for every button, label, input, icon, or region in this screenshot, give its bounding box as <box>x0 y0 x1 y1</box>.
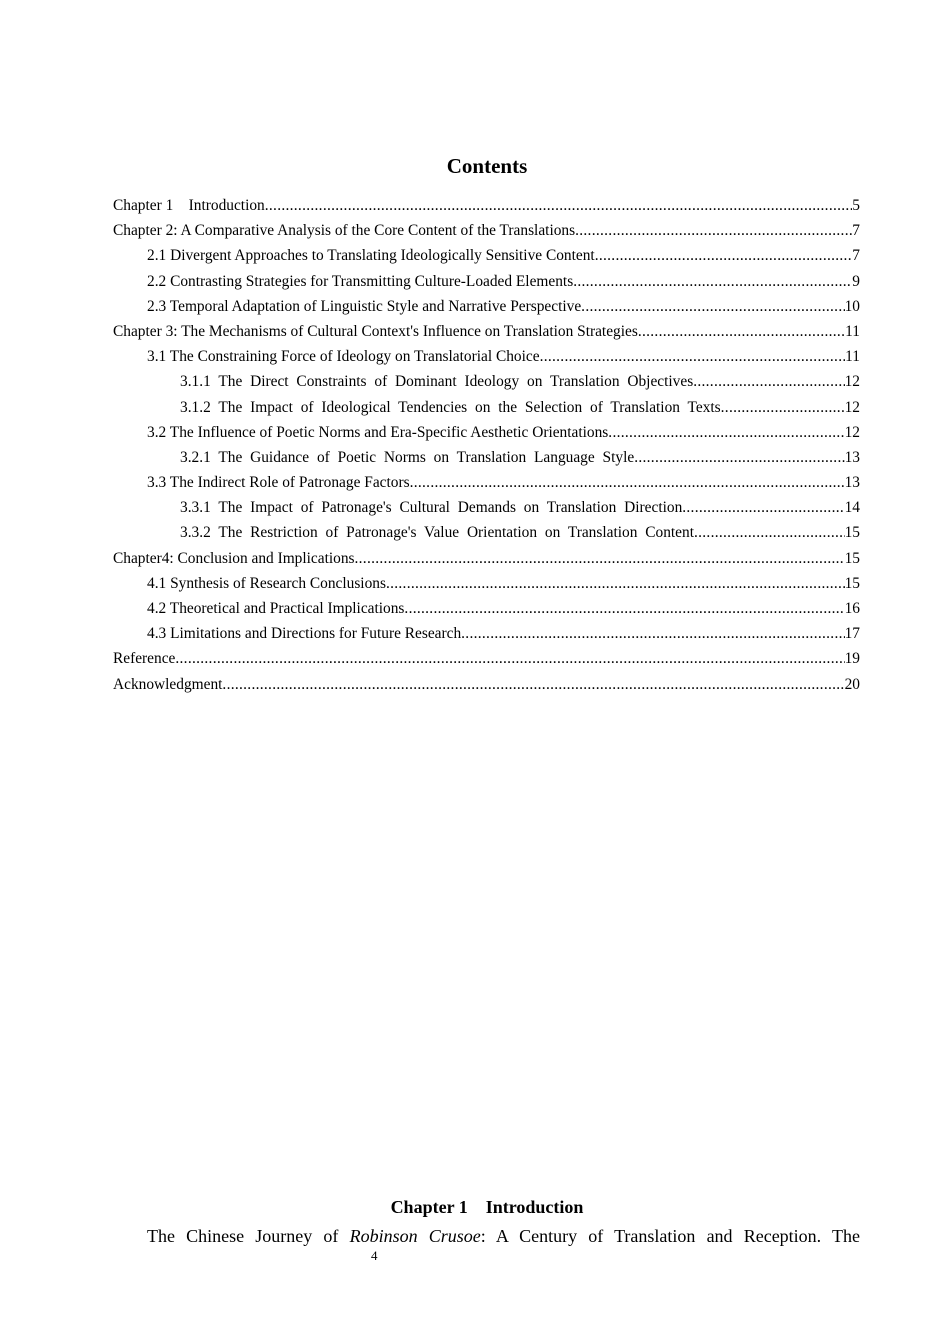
toc-entry-title: 3.2 The Influence of Poetic Norms and Era-Specific Aesthetic Orientations <box>147 423 609 441</box>
toc-entry-page: 19 <box>844 650 860 668</box>
toc-leader-dots <box>638 319 845 344</box>
toc-leader-dots <box>386 571 845 596</box>
toc-entry[interactable] <box>113 672 860 697</box>
toc-entry-page: 7 <box>852 247 860 265</box>
toc-leader-dots <box>175 646 844 671</box>
toc-entry-title: 4.3 Limitations and Directions for Future Research <box>147 625 462 643</box>
body-text-start: The Chinese Journey of <box>147 1226 350 1246</box>
toc-entry-title: 4.1 Synthesis of Research Conclusions <box>147 574 386 592</box>
toc-entry[interactable] <box>113 369 860 394</box>
toc-entry-title: 3.3 The Indirect Role of Patronage Factors <box>147 474 410 492</box>
toc-entry[interactable] <box>113 243 860 268</box>
toc-entry[interactable] <box>113 646 860 671</box>
toc-entry[interactable] <box>113 319 860 344</box>
toc-entry-page: 15 <box>844 574 860 592</box>
toc-entry-page: 12 <box>844 373 860 391</box>
toc-entry[interactable] <box>113 546 860 571</box>
chapter-heading: Chapter 1 Introduction <box>390 1197 584 1217</box>
toc-entry-title: Chapter 2: A Comparative Analysis of the Core Content of the Translations <box>113 222 576 240</box>
toc-entry[interactable] <box>113 621 860 646</box>
toc-leader-dots <box>694 520 845 545</box>
toc-leader-dots <box>222 672 844 697</box>
toc-entry-page: 13 <box>844 474 860 492</box>
toc-entry-title: Acknowledgment <box>113 675 223 693</box>
toc-entry-page: 10 <box>844 297 860 315</box>
toc-entry-title: 3.1.2 The Impact of Ideological Tendencies on the Selection of Translation Texts <box>180 398 721 416</box>
toc-entry[interactable] <box>113 470 860 495</box>
toc-entry[interactable] <box>113 294 860 319</box>
toc-entry-title: 2.3 Temporal Adaptation of Linguistic Style and Narrative Perspective <box>147 297 582 315</box>
toc-entry[interactable] <box>113 344 860 369</box>
page-number: 4 <box>371 1248 378 1263</box>
toc-entry-title: 3.3.1 The Impact of Patronage's Cultural Demands on Translation Direction <box>180 499 683 517</box>
toc-entry[interactable] <box>113 571 860 596</box>
toc-entry-page: 20 <box>844 675 860 693</box>
table-of-contents <box>113 193 860 697</box>
toc-entry-title: 3.1 The Constraining Force of Ideology on Translatorial Choice <box>147 348 540 366</box>
toc-entry-title: 3.1.1 The Direct Constraints of Dominant Ideology on Translation Objectives <box>180 373 694 391</box>
toc-leader-dots <box>608 420 844 445</box>
toc-entry-title: Chapter4: Conclusion and Implications <box>113 549 355 567</box>
toc-leader-dots <box>682 495 844 520</box>
toc-entry[interactable] <box>113 495 860 520</box>
toc-entry-title: Chapter 1 Introduction <box>113 197 265 214</box>
toc-entry-page: 17 <box>844 625 860 643</box>
toc-title: Contents <box>446 154 528 178</box>
toc-entry[interactable] <box>113 193 860 218</box>
toc-leader-dots <box>404 596 844 621</box>
toc-entry-title: 3.2.1 The Guidance of Poetic Norms on Translation Language Style <box>180 448 635 466</box>
toc-entry-page: 16 <box>844 600 860 617</box>
toc-entry-page: 12 <box>844 423 860 441</box>
toc-entry-title: 4.2 Theoretical and Practical Implications <box>147 600 405 617</box>
toc-leader-dots <box>461 621 844 646</box>
toc-entry-title: 2.1 Divergent Approaches to Translating Ideologically Sensitive Content <box>147 247 595 265</box>
toc-leader-dots <box>595 243 853 268</box>
toc-leader-dots <box>355 546 845 571</box>
toc-entry-page: 11 <box>845 348 860 366</box>
toc-leader-dots <box>410 470 845 495</box>
toc-entry[interactable] <box>113 445 860 470</box>
toc-leader-dots <box>540 344 846 369</box>
toc-leader-dots <box>573 269 852 294</box>
toc-entry-page: 12 <box>844 398 860 416</box>
toc-entry-page: 9 <box>852 272 860 290</box>
book-title: Robinson Crusoe <box>349 1226 481 1246</box>
toc-entry-page: 14 <box>844 499 860 517</box>
body-paragraph <box>147 1223 860 1249</box>
toc-entry-page: 15 <box>844 549 860 567</box>
toc-entry-page: 7 <box>852 222 860 240</box>
toc-entry[interactable] <box>113 520 860 545</box>
toc-entry[interactable] <box>113 596 860 621</box>
toc-leader-dots <box>634 445 844 470</box>
toc-leader-dots <box>693 369 844 394</box>
toc-entry-page: 15 <box>844 524 860 542</box>
toc-entry-page: 13 <box>844 448 860 466</box>
toc-entry-title: Chapter 3: The Mechanisms of Cultural Context's Influence on Translation Strategies <box>113 322 638 340</box>
toc-leader-dots <box>575 218 852 243</box>
toc-entry[interactable] <box>113 395 860 420</box>
toc-entry[interactable] <box>113 420 860 445</box>
toc-entry-page: 5 <box>852 197 860 214</box>
toc-entry[interactable] <box>113 269 860 294</box>
toc-entry-title: 2.2 Contrasting Strategies for Transmitting Culture-Loaded Elements <box>147 272 574 290</box>
toc-leader-dots <box>265 193 853 218</box>
toc-entry-title: Reference <box>113 650 176 668</box>
toc-entry-title: 3.3.2 The Restriction of Patronage's Value Orientation on Translation Content <box>180 524 694 542</box>
toc-entry[interactable] <box>113 218 860 243</box>
toc-leader-dots <box>581 294 844 319</box>
body-text-rest: : A Century of Translation and Reception. The <box>480 1226 860 1246</box>
toc-leader-dots <box>721 395 845 420</box>
toc-entry-page: 11 <box>845 322 860 340</box>
